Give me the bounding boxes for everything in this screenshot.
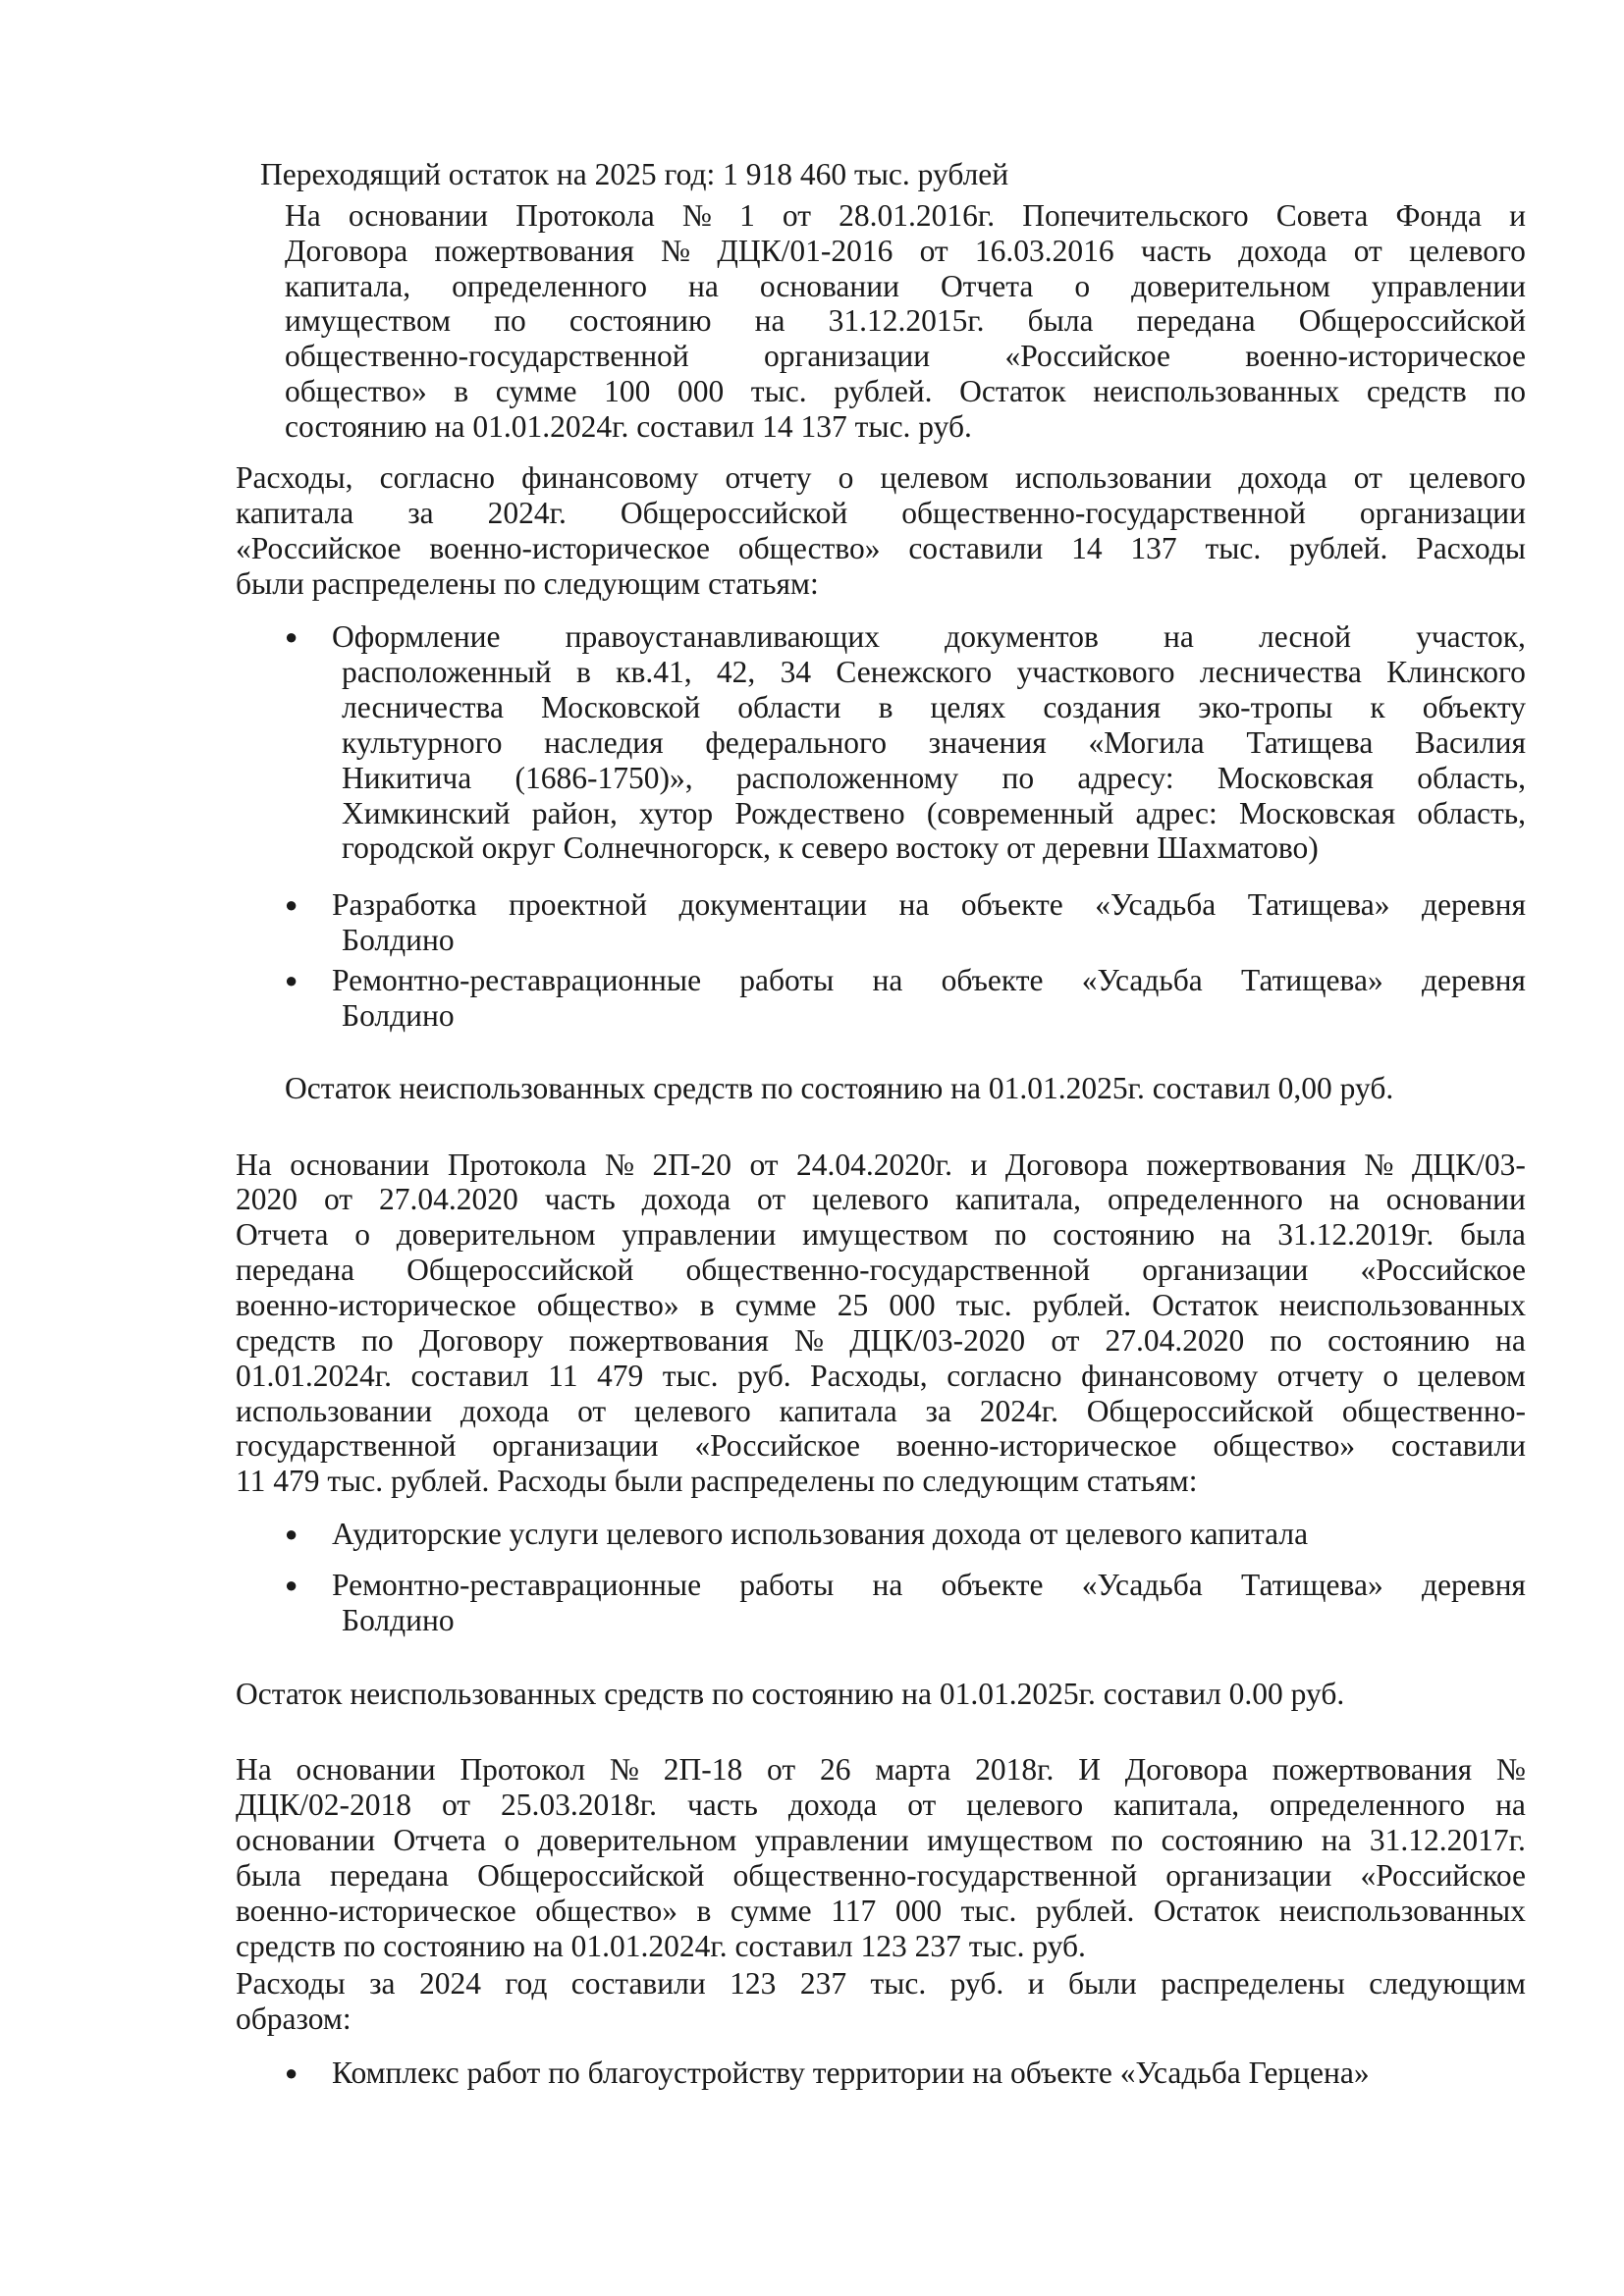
section3-list-item: Комплекс работ по благоустройству территории на объекте «Усадьба Герцена» xyxy=(332,2056,1370,2090)
section2-paragraph-line: государственной организации «Российское военно-историческое общество» составили xyxy=(236,1428,1526,1463)
section1-list-item: Ремонтно-реставрационные работы на объекте «Усадьба Татищева» деревня xyxy=(332,963,1526,997)
section1-list-item: лесничества Московской области в целях создания эко-тропы к объекту xyxy=(342,690,1526,724)
section2-list-item-bullet-icon: ● xyxy=(285,1522,298,1546)
section1-paragraph-line: капитала, определенного на основании Отчета о доверительном управлении xyxy=(285,269,1526,303)
section2-paragraph-line: 2020 от 27.04.2020 часть дохода от целевого капитала, определенного на основании xyxy=(236,1182,1526,1216)
section1-list-item: Болдино xyxy=(342,998,455,1033)
section1-paragraph-line: На основании Протокола № 1 от 28.01.2016г. Попечительского Совета Фонда и xyxy=(285,198,1526,233)
section3-expenses-line: образом: xyxy=(236,2002,352,2036)
section2-paragraph-line: Отчета о доверительном управлении имуществом по состоянию на 31.12.2019г. была xyxy=(236,1217,1526,1252)
section1-expenses-line: капитала за 2024г. Общероссийской общественно-государственной организации xyxy=(236,496,1526,530)
section1-remainder: Остаток неиспользованных средств по состоянию на 01.01.2025г. составил 0,00 руб. xyxy=(285,1071,1394,1105)
section2-paragraph-line: использовании дохода от целевого капитала за 2024г. Общероссийской общественно- xyxy=(236,1394,1526,1428)
section1-paragraph-line: общество» в сумме 100 000 тыс. рублей. Остаток неиспользованных средств по xyxy=(285,374,1526,408)
section1-list-item-bullet-icon: ● xyxy=(285,968,298,992)
section1-list-item-bullet-icon: ● xyxy=(285,892,298,917)
section3-list-item-bullet-icon: ● xyxy=(285,2060,298,2085)
section3-paragraph-line: ДЦК/02-2018 от 25.03.2018г. часть дохода от целевого капитала, определенного на xyxy=(236,1788,1526,1822)
carryover-balance-header: Переходящий остаток на 2025 год: 1 918 460 тыс. рублей xyxy=(260,157,1009,191)
section1-paragraph-line: состоянию на 01.01.2024г. составил 14 137 тыс. руб. xyxy=(285,409,972,444)
section2-remainder: Остаток неиспользованных средств по состоянию на 01.01.2025г. составил 0.00 руб. xyxy=(236,1677,1345,1711)
section2-paragraph-line: средств по Договору пожертвования № ДЦК/03-2020 от 27.04.2020 по состоянию на xyxy=(236,1323,1526,1358)
section2-paragraph-line: военно-историческое общество» в сумме 25 000 тыс. рублей. Остаток неиспользованных xyxy=(236,1288,1526,1322)
section3-paragraph-line: военно-историческое общество» в сумме 117 000 тыс. рублей. Остаток неиспользованных xyxy=(236,1894,1526,1928)
section1-expenses-line: Расходы, согласно финансовому отчету о целевом использовании дохода от целевого xyxy=(236,460,1526,495)
section1-paragraph-line: имуществом по состоянию на 31.12.2015г. была передана Общероссийской xyxy=(285,303,1526,338)
section1-list-item-bullet-icon: ● xyxy=(285,624,298,649)
section2-paragraph-line: На основании Протокола № 2П-20 от 24.04.2020г. и Договора пожертвования № ДЦК/03- xyxy=(236,1148,1526,1182)
section1-list-item: Никитича (1686-1750)», расположенному по адресу: Московская область, xyxy=(342,761,1526,795)
section2-list-item: Болдино xyxy=(342,1603,455,1637)
section1-paragraph-line: Договора пожертвования № ДЦК/01-2016 от 16.03.2016 часть дохода от целевого xyxy=(285,234,1526,268)
section3-expenses-line: Расходы за 2024 год составили 123 237 тыс. руб. и были распределены следующим xyxy=(236,1966,1526,2001)
section2-paragraph-line: 01.01.2024г. составил 11 479 тыс. руб. Расходы, согласно финансовому отчету о целевом xyxy=(236,1359,1526,1393)
section2-paragraph-line: передана Общероссийской общественно-государственной организации «Российское xyxy=(236,1253,1526,1287)
section1-list-item: Разработка проектной документации на объекте «Усадьба Татищева» деревня xyxy=(332,887,1526,922)
section2-list-item: Ремонтно-реставрационные работы на объекте «Усадьба Татищева» деревня xyxy=(332,1568,1526,1602)
section3-paragraph-line: основании Отчета о доверительном управлении имуществом по состоянию на 31.12.2017г. xyxy=(236,1823,1526,1857)
section1-list-item: Болдино xyxy=(342,923,455,957)
section2-paragraph-line: 11 479 тыс. рублей. Расходы были распределены по следующим статьям: xyxy=(236,1464,1198,1498)
section1-list-item: Химкинский район, хутор Рождествено (современный адрес: Московская область, xyxy=(342,796,1526,830)
section1-expenses-line: «Российское военно-историческое общество» составили 14 137 тыс. рублей. Расходы xyxy=(236,531,1526,565)
section2-list-item: Аудиторские услуги целевого использования дохода от целевого капитала xyxy=(332,1517,1309,1551)
section1-paragraph-line: общественно-государственной организации «Российское военно-историческое xyxy=(285,339,1526,373)
section1-list-item: городской округ Солнечногорск, к северо востоку от деревни Шахматово) xyxy=(342,830,1319,865)
section3-paragraph-line: На основании Протокол № 2П-18 от 26 марта 2018г. И Договора пожертвования № xyxy=(236,1752,1526,1787)
section1-expenses-line: были распределены по следующим статьям: xyxy=(236,566,819,601)
section3-paragraph-line: была передана Общероссийской общественно-государственной организации «Российское xyxy=(236,1858,1526,1893)
section3-paragraph-line: средств по состоянию на 01.01.2024г. составил 123 237 тыс. руб. xyxy=(236,1929,1086,1963)
section1-list-item: Оформление правоустанавливающих документов на лесной участок, xyxy=(332,619,1526,654)
section2-list-item-bullet-icon: ● xyxy=(285,1573,298,1597)
section1-list-item: расположенный в кв.41, 42, 34 Сенежского участкового лесничества Клинского xyxy=(342,655,1526,689)
section1-list-item: культурного наследия федерального значения «Могила Татищева Василия xyxy=(342,725,1526,760)
